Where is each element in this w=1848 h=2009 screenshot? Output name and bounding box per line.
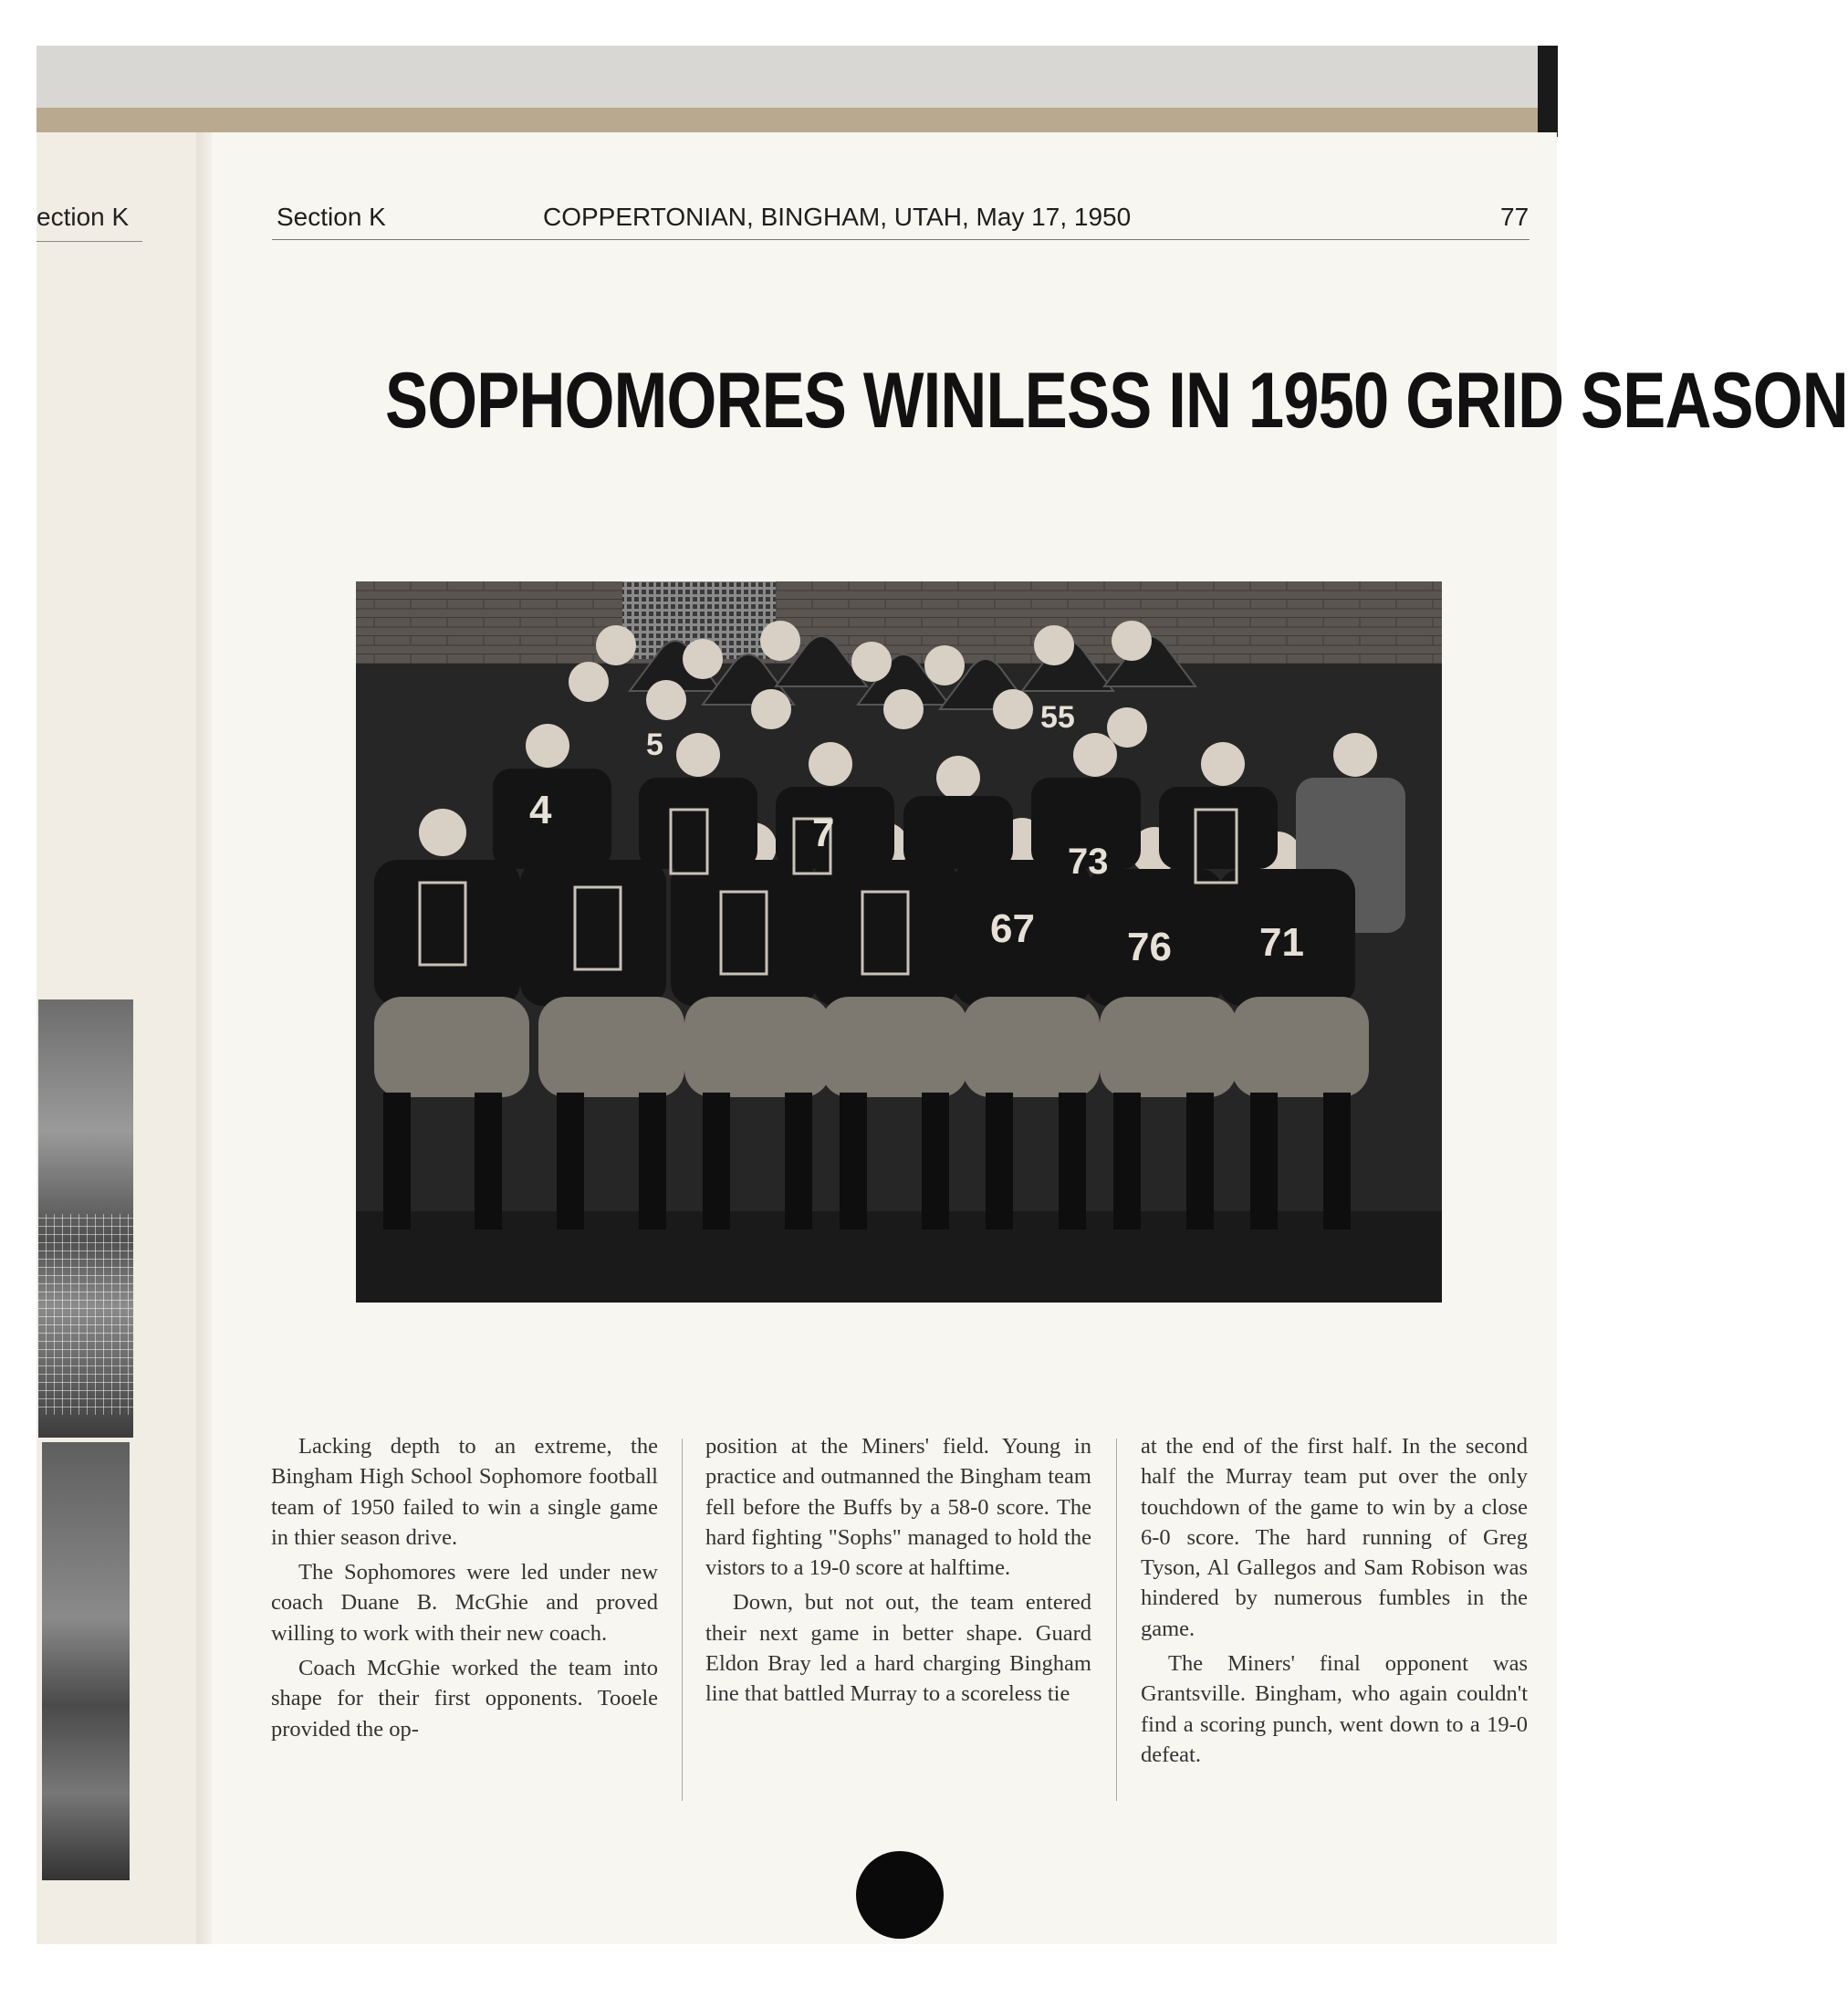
article-paragraph: position at the Miners' field. Young in practice and outmanned the Bingham team fell before the Buffs by a 58-0 score. The hard fighting "Sophs" managed to hold the vistors to a 19-0 score at halftime. [705, 1434, 1091, 1581]
article-paragraph: Lacking depth to an extreme, the Bingham High School Sophomore football team of 1950 failed to win a single game in thier season drive. [271, 1434, 658, 1550]
jersey-number: 7 [812, 811, 835, 855]
article-paragraph: Coach McGhie worked the team into shape for their first opponents. Tooele provided the op- [271, 1656, 658, 1742]
page-number: 77 [1500, 203, 1530, 231]
section-label: Section K [277, 203, 386, 231]
jersey-number: 4 [529, 788, 552, 832]
article-paragraph: The Sophomores were led under new coach Duane B. McGhie and proved willing to work with their new coach. [271, 1560, 658, 1646]
article-column-1 [271, 1431, 658, 1744]
publication-line: COPPERTONIAN, BINGHAM, UTAH, May 17, 1950 [543, 203, 1132, 231]
end-mark [856, 1851, 944, 1939]
left-page-photo-bottom [42, 1442, 130, 1880]
jersey-number: 5 [646, 727, 663, 762]
header-rule [272, 239, 1530, 240]
book-spine [37, 108, 1557, 133]
headline: SOPHOMORES WINLESS IN 1950 GRID SEASON [385, 357, 1848, 445]
jersey-number: 76 [1127, 925, 1172, 969]
column-rule [682, 1439, 683, 1801]
article-paragraph: at the end of the first half. In the second half the Murray team put over the only touchdown of the game to win by a close 6-0 score. The hard running of Greg Tyson, Al Gallegos and Sam Robison was hindered by numerous fumbles in the game. [1141, 1434, 1528, 1641]
left-header-rule [37, 241, 142, 242]
scan-edge [1538, 46, 1558, 137]
jersey-number: 73 [1068, 842, 1109, 882]
tennis-net-image [38, 1214, 133, 1415]
column-rule [1116, 1439, 1117, 1801]
left-page-header: ection K [37, 203, 130, 231]
article-paragraph: The Miners' final opponent was Grantsville. Bingham, who again couldn't find a scoring punch, went down to a 19-0 defeat. [1141, 1651, 1528, 1767]
article-paragraph: Down, but not out, the team entered their next game in better shape. Guard Eldon Bray led a hard charging Bingham line that battled Murray to a scoreless tie [705, 1590, 1091, 1707]
team-photo [356, 581, 1442, 1303]
jersey-number: 71 [1259, 920, 1304, 965]
article-column-3 [1141, 1431, 1528, 1770]
jersey-number: 55 [1040, 700, 1075, 735]
article-column-2 [705, 1431, 1091, 1710]
jersey-number: 67 [990, 906, 1035, 951]
